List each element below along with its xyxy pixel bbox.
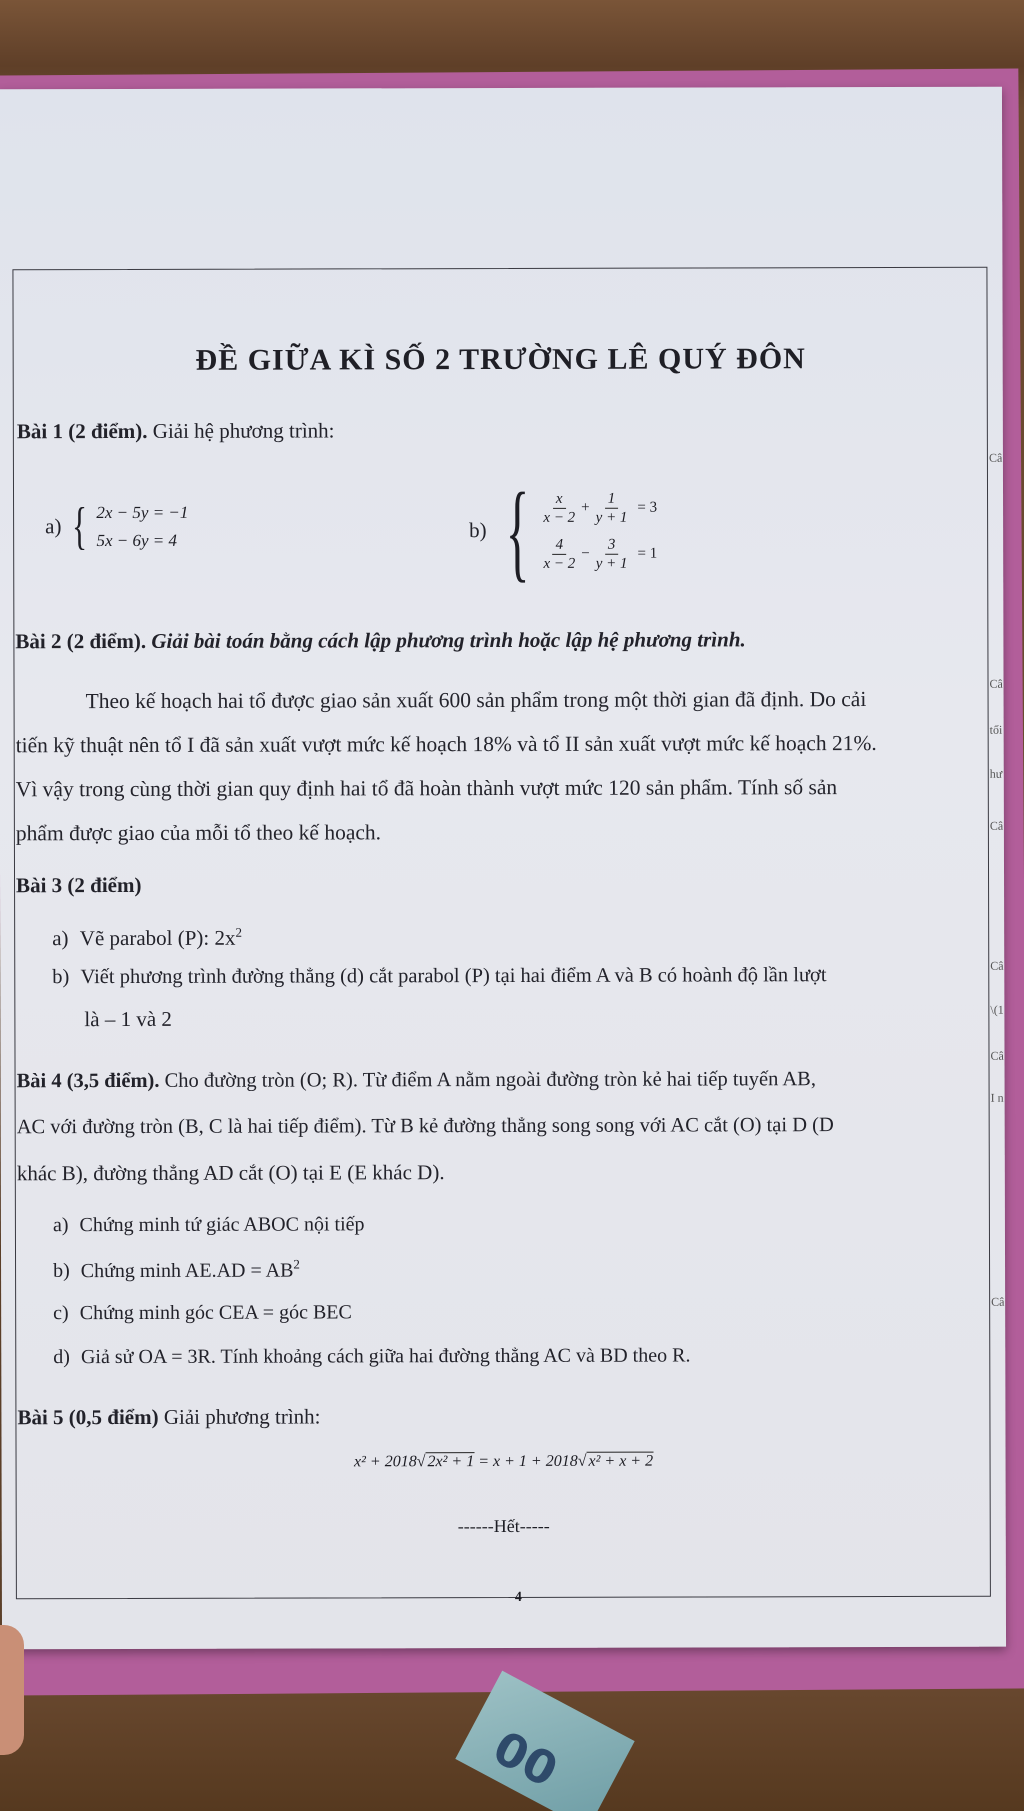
bai4-d xyxy=(53,1344,690,1370)
bai5-prompt: Giải phương trình: xyxy=(163,1404,321,1429)
bai2-line2: tiến kỹ thuật nên tổ I đã sản xuất vượt mức kế hoạch 18% và tổ II sản xuất vượt mức kế hoạch 21%. xyxy=(15,731,877,758)
sqrt-sign-icon: √ xyxy=(577,1452,587,1470)
operator: + xyxy=(581,499,590,516)
bai4-c-text: Chứng minh góc CEA = góc BEC xyxy=(79,1301,352,1325)
rhs: = 1 xyxy=(637,545,658,562)
exam-title: ĐỀ GIỮA KÌ SỐ 2 TRƯỜNG LÊ QUÝ ĐÔN xyxy=(195,342,806,377)
bai1-b-equations xyxy=(537,485,657,577)
eq-left: x² + 2018 xyxy=(354,1453,417,1471)
thumb xyxy=(0,1625,24,1755)
bai3-a xyxy=(52,925,242,952)
numerator: x xyxy=(553,489,566,508)
edge-fragment: I n xyxy=(990,1090,1004,1105)
eq-mid: = x + 1 + 2018 xyxy=(478,1452,578,1471)
bai4-text1: Cho đường tròn (O; R). Từ điểm A nằm ngoài đường tròn kẻ hai tiếp tuyến AB, xyxy=(164,1068,816,1092)
bai2-heading: Bài 2 (2 điểm). xyxy=(15,628,147,654)
bai1-b-label: b) xyxy=(469,518,487,543)
bai4-line2: AC với đường tròn (B, C là hai tiếp điểm). Từ B kẻ đường thẳng song song với AC cắt (O) tại D (D xyxy=(16,1114,834,1139)
bai5-line xyxy=(17,1404,320,1430)
bai3-b xyxy=(52,963,826,990)
numerator: 1 xyxy=(605,489,619,508)
bai2-paragraph xyxy=(16,677,991,856)
edge-fragment: tối xyxy=(989,722,1003,737)
edge-fragment: Câ xyxy=(989,676,1003,691)
denominator: x − 2 xyxy=(543,509,576,526)
bai4-a-label: a) xyxy=(52,1214,69,1237)
bai2-line3: Vì vậy trong cùng thời gian quy định hai tổ đã hoàn thành vượt mức 120 sản phẩm. Tính số sản xyxy=(15,775,838,802)
denominator: y + 1 xyxy=(595,555,628,572)
edge-fragment: Câ xyxy=(991,1294,1005,1309)
sqrt-1: 2x² + 1 xyxy=(425,1452,474,1470)
numerator: 3 xyxy=(605,535,619,554)
bai4-line3: khác B), đường thẳng AD cắt (O) tại E (E khác D). xyxy=(16,1160,445,1186)
bai2-line4: phẩm được giao của mỗi tổ theo kế hoạch. xyxy=(15,820,382,846)
bai4-b xyxy=(53,1257,300,1283)
banknote: 00 xyxy=(455,1671,634,1811)
bai3-b-line1: Viết phương trình đường thẳng (d) cắt parabol (P) tại hai điểm A và B có hoành độ lần lượt xyxy=(80,964,827,989)
superscript: 2 xyxy=(235,924,242,940)
bai1-b-eq1 xyxy=(537,485,657,531)
brace-icon: { xyxy=(504,469,530,592)
bai1-heading: Bài 1 (2 điểm). xyxy=(16,418,148,444)
exam-page xyxy=(0,87,1006,1650)
bai3-a-label: a) xyxy=(52,926,69,951)
bai2-line xyxy=(15,627,745,654)
rhs: = 3 xyxy=(637,499,658,516)
numerator: 4 xyxy=(553,535,567,554)
edge-fragment: Câ xyxy=(988,450,1003,465)
page-number: 4 xyxy=(514,1589,522,1605)
bai3-b-label: b) xyxy=(52,966,70,989)
bai4-heading: Bài 4 (3,5 điểm). xyxy=(16,1069,160,1093)
bai4-line1 xyxy=(17,1067,816,1094)
edge-fragment: Câ xyxy=(989,818,1004,833)
bai1-line xyxy=(17,418,335,444)
bai1-a-eq2: 5x − 6y = 4 xyxy=(96,530,178,551)
bai4-d-label: d) xyxy=(53,1346,70,1369)
edge-fragment: Câ xyxy=(990,958,1004,973)
bai3-b-line2: là – 1 và 2 xyxy=(84,1006,172,1032)
bai4-d-text: Giả sử OA = 3R. Tính khoảng cách giữa hai đường thẳng AC và BD theo R. xyxy=(80,1344,691,1369)
fraction xyxy=(593,489,631,526)
denominator: x − 2 xyxy=(543,555,576,572)
bai1-a-label: a) xyxy=(45,514,62,539)
bai4-a-text: Chứng minh tứ giác ABOC nội tiếp xyxy=(79,1213,365,1237)
bai1-a-eq1: 2x − 5y = −1 xyxy=(96,502,189,523)
bai4-b-label: b) xyxy=(53,1259,70,1282)
operator: − xyxy=(581,545,590,562)
denominator: y + 1 xyxy=(595,509,628,526)
bai2-prompt: Giải bài toán bằng cách lập phương trình hoặc lập hệ phương trình. xyxy=(151,627,746,653)
bai5-equation xyxy=(2,1452,1006,1473)
bai4-b-text: Chứng minh AE.AD = AB xyxy=(80,1259,294,1282)
bai4-c xyxy=(53,1300,352,1325)
bai4-c-label: c) xyxy=(53,1302,69,1325)
bai1-b-eq2 xyxy=(537,531,657,577)
fraction xyxy=(593,535,631,572)
bai4-a xyxy=(53,1212,365,1237)
bai3-heading: Bài 3 (2 điểm) xyxy=(16,872,142,898)
bai1-a-equations xyxy=(96,499,188,555)
bai3-a-text: Vẽ parabol (P): 2x xyxy=(79,925,236,951)
bai1-b-system xyxy=(469,469,658,592)
superscript: 2 xyxy=(293,1256,300,1272)
sqrt-2: x² + x + 2 xyxy=(586,1452,653,1470)
bai2-line1: Theo kế hoạch hai tổ được giao sản xuất 600 sản phẩm trong một thời gian đã định. Do cải xyxy=(85,687,867,714)
bai5-heading: Bài 5 (0,5 điểm) xyxy=(17,1404,159,1430)
sqrt-sign-icon: √ xyxy=(416,1453,426,1471)
bai1-prompt: Giải hệ phương trình: xyxy=(152,418,335,443)
brace-icon: { xyxy=(72,498,88,556)
exam-ending: ------Hết----- xyxy=(457,1515,550,1537)
fraction xyxy=(540,489,578,526)
edge-fragment: Câ xyxy=(990,1048,1004,1063)
edge-fragment: \(1 xyxy=(990,1002,1004,1017)
fraction xyxy=(540,535,578,572)
bai1-a-system xyxy=(45,499,188,555)
edge-fragment: hư xyxy=(989,766,1003,781)
